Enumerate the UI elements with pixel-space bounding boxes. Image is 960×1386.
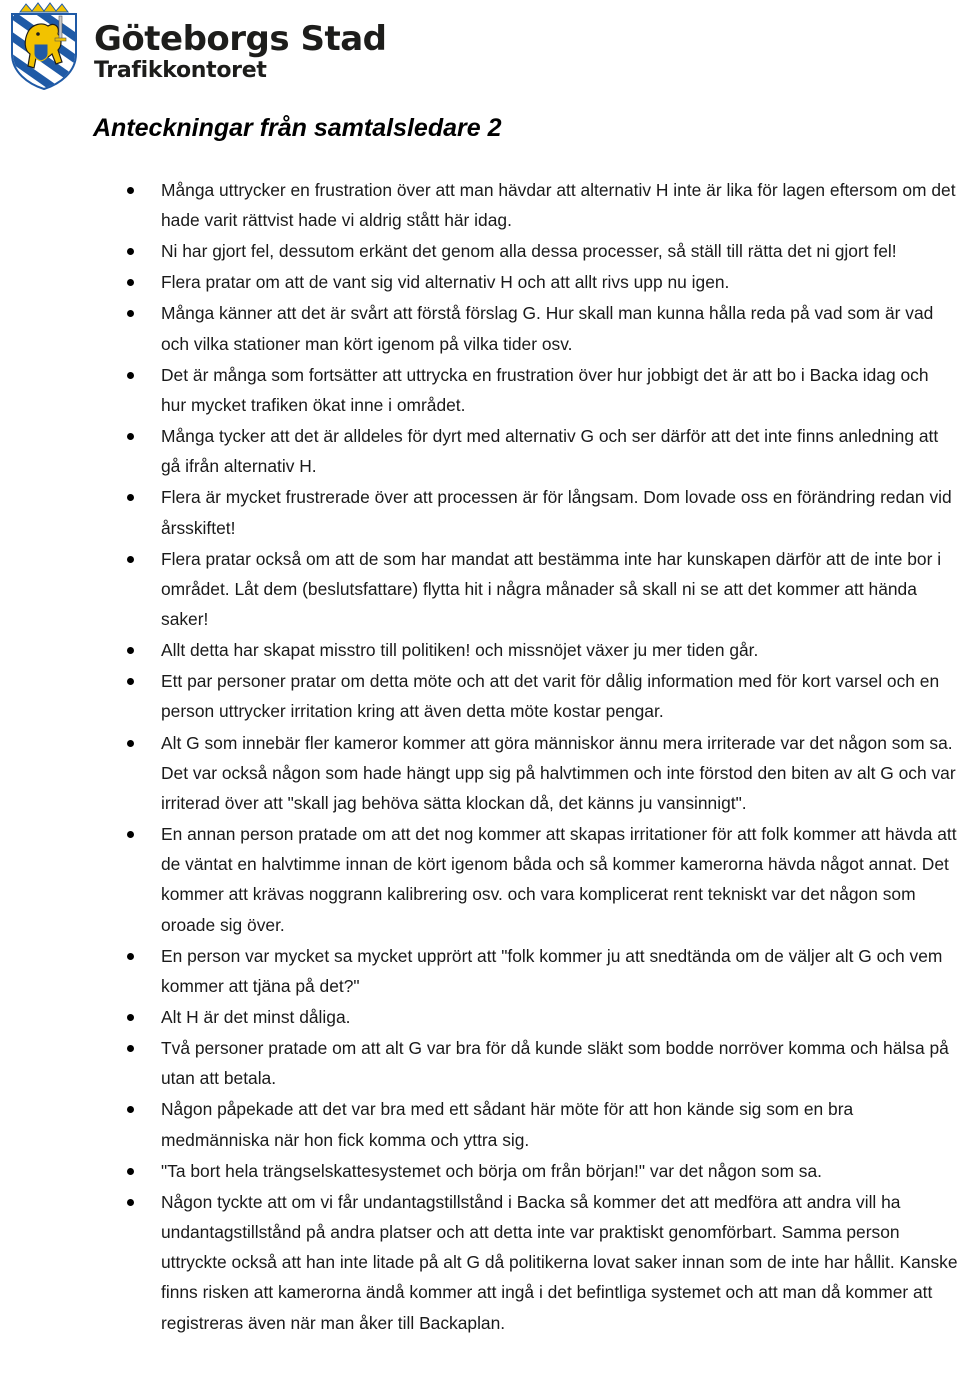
- document-title: Anteckningar från samtalsledare 2: [93, 114, 502, 142]
- page-header: [4, 2, 386, 92]
- list-item: Alt H är det minst dåliga.: [0, 1002, 960, 1032]
- list-item: Två personer pratade om att alt G var bra för då kunde släkt som bodde norröver komma och hälsa på utan att betala.: [0, 1033, 960, 1093]
- list-item: Allt detta har skapat misstro till politiken! och missnöjet växer ju mer tiden går.: [0, 635, 960, 665]
- list-item: Någon tyckte att om vi får undantagstillstånd i Backa så kommer det att medföra att andra vill ha undantagstillstånd på andra platser och att detta inte var praktiskt genomförbart. Samma person uttryckte också att han inte litade på alt G då politikerna lovat saker innan som de inte har hållit. Kanske finns risken att kamerorna ändå kommer att ingå i det befintliga systemet och att man då kommer att registreras även när man åker till Backaplan.: [0, 1187, 960, 1338]
- organization-name: Göteborgs Stad: [94, 19, 387, 59]
- list-item: Många känner att det är svårt att förstå förslag G. Hur skall man kunna hålla reda på vad som är vad och vilka stationer man kört igenom på vilka tider osv.: [0, 298, 960, 358]
- list-item: Alt G som innebär fler kameror kommer att göra människor ännu mera irriterade var det någon som sa. Det var också någon som hade hängt upp sig på halvtimmen och inte förstod den biten av alt G och var irriterad över att "skall jag behöva sätta klockan då, det känns ju vansinnigt".: [0, 728, 960, 819]
- goteborg-lion-shield-icon: [4, 2, 84, 90]
- list-item: Någon påpekade att det var bra med ett sådant här möte för att hon kände sig som en bra medmänniska när hon fick komma och yttra sig.: [0, 1094, 960, 1154]
- list-item: Ni har gjort fel, dessutom erkänt det genom alla dessa processer, så ställ till rätta det ni gjort fel!: [0, 236, 960, 266]
- list-item: Det är många som fortsätter att uttrycka en frustration över hur jobbigt det är att bo i Backa idag och hur mycket trafiken ökat inne i området.: [0, 360, 960, 420]
- organization-wordmark: [94, 20, 386, 84]
- notes-bullet-list: [0, 175, 960, 1339]
- list-item: Flera är mycket frustrerade över att processen är för långsam. Dom lovade oss en förändring redan vid årsskiftet!: [0, 482, 960, 542]
- list-item: Flera pratar om att de vant sig vid alternativ H och att allt rivs upp nu igen.: [0, 267, 960, 297]
- list-item: "Ta bort hela trängselskattesystemet och börja om från början!" var det någon som sa.: [0, 1156, 960, 1186]
- list-item: En person var mycket sa mycket upprört att "folk kommer ju att snedtända om de väljer alt G och vem kommer att tjäna på det?": [0, 941, 960, 1001]
- list-item: En annan person pratade om att det nog kommer att skapas irritationer för att folk kommer att hävda att de väntat en halvtimme innan de kört igenom båda och så kommer kamerorna hävda något annat. Det kommer att krävas noggrann kalibrering osv. och vara komplicerat rent tekniskt var det någon som oroade sig över.: [0, 819, 960, 940]
- list-item: Många tycker att det är alldeles för dyrt med alternativ G och ser därför att det inte finns anledning att gå ifrån alternativ H.: [0, 421, 960, 481]
- list-item: Flera pratar också om att de som har mandat att bestämma inte har kunskapen därför att de inte bor i området. Låt dem (beslutsfattare) flytta hit i några månader så skall ni se att det kommer att hända saker!: [0, 544, 960, 635]
- list-item: Ett par personer pratar om detta möte och att det varit för dålig information med för kort varsel och en person uttrycker irritation kring att även detta möte kostar pengar.: [0, 666, 960, 726]
- list-item: Många uttrycker en frustration över att man hävdar att alternativ H inte är lika för lagen eftersom om det hade varit rättvist hade vi aldrig stått här idag.: [0, 175, 960, 235]
- department-name: Trafikkontoret: [94, 58, 267, 83]
